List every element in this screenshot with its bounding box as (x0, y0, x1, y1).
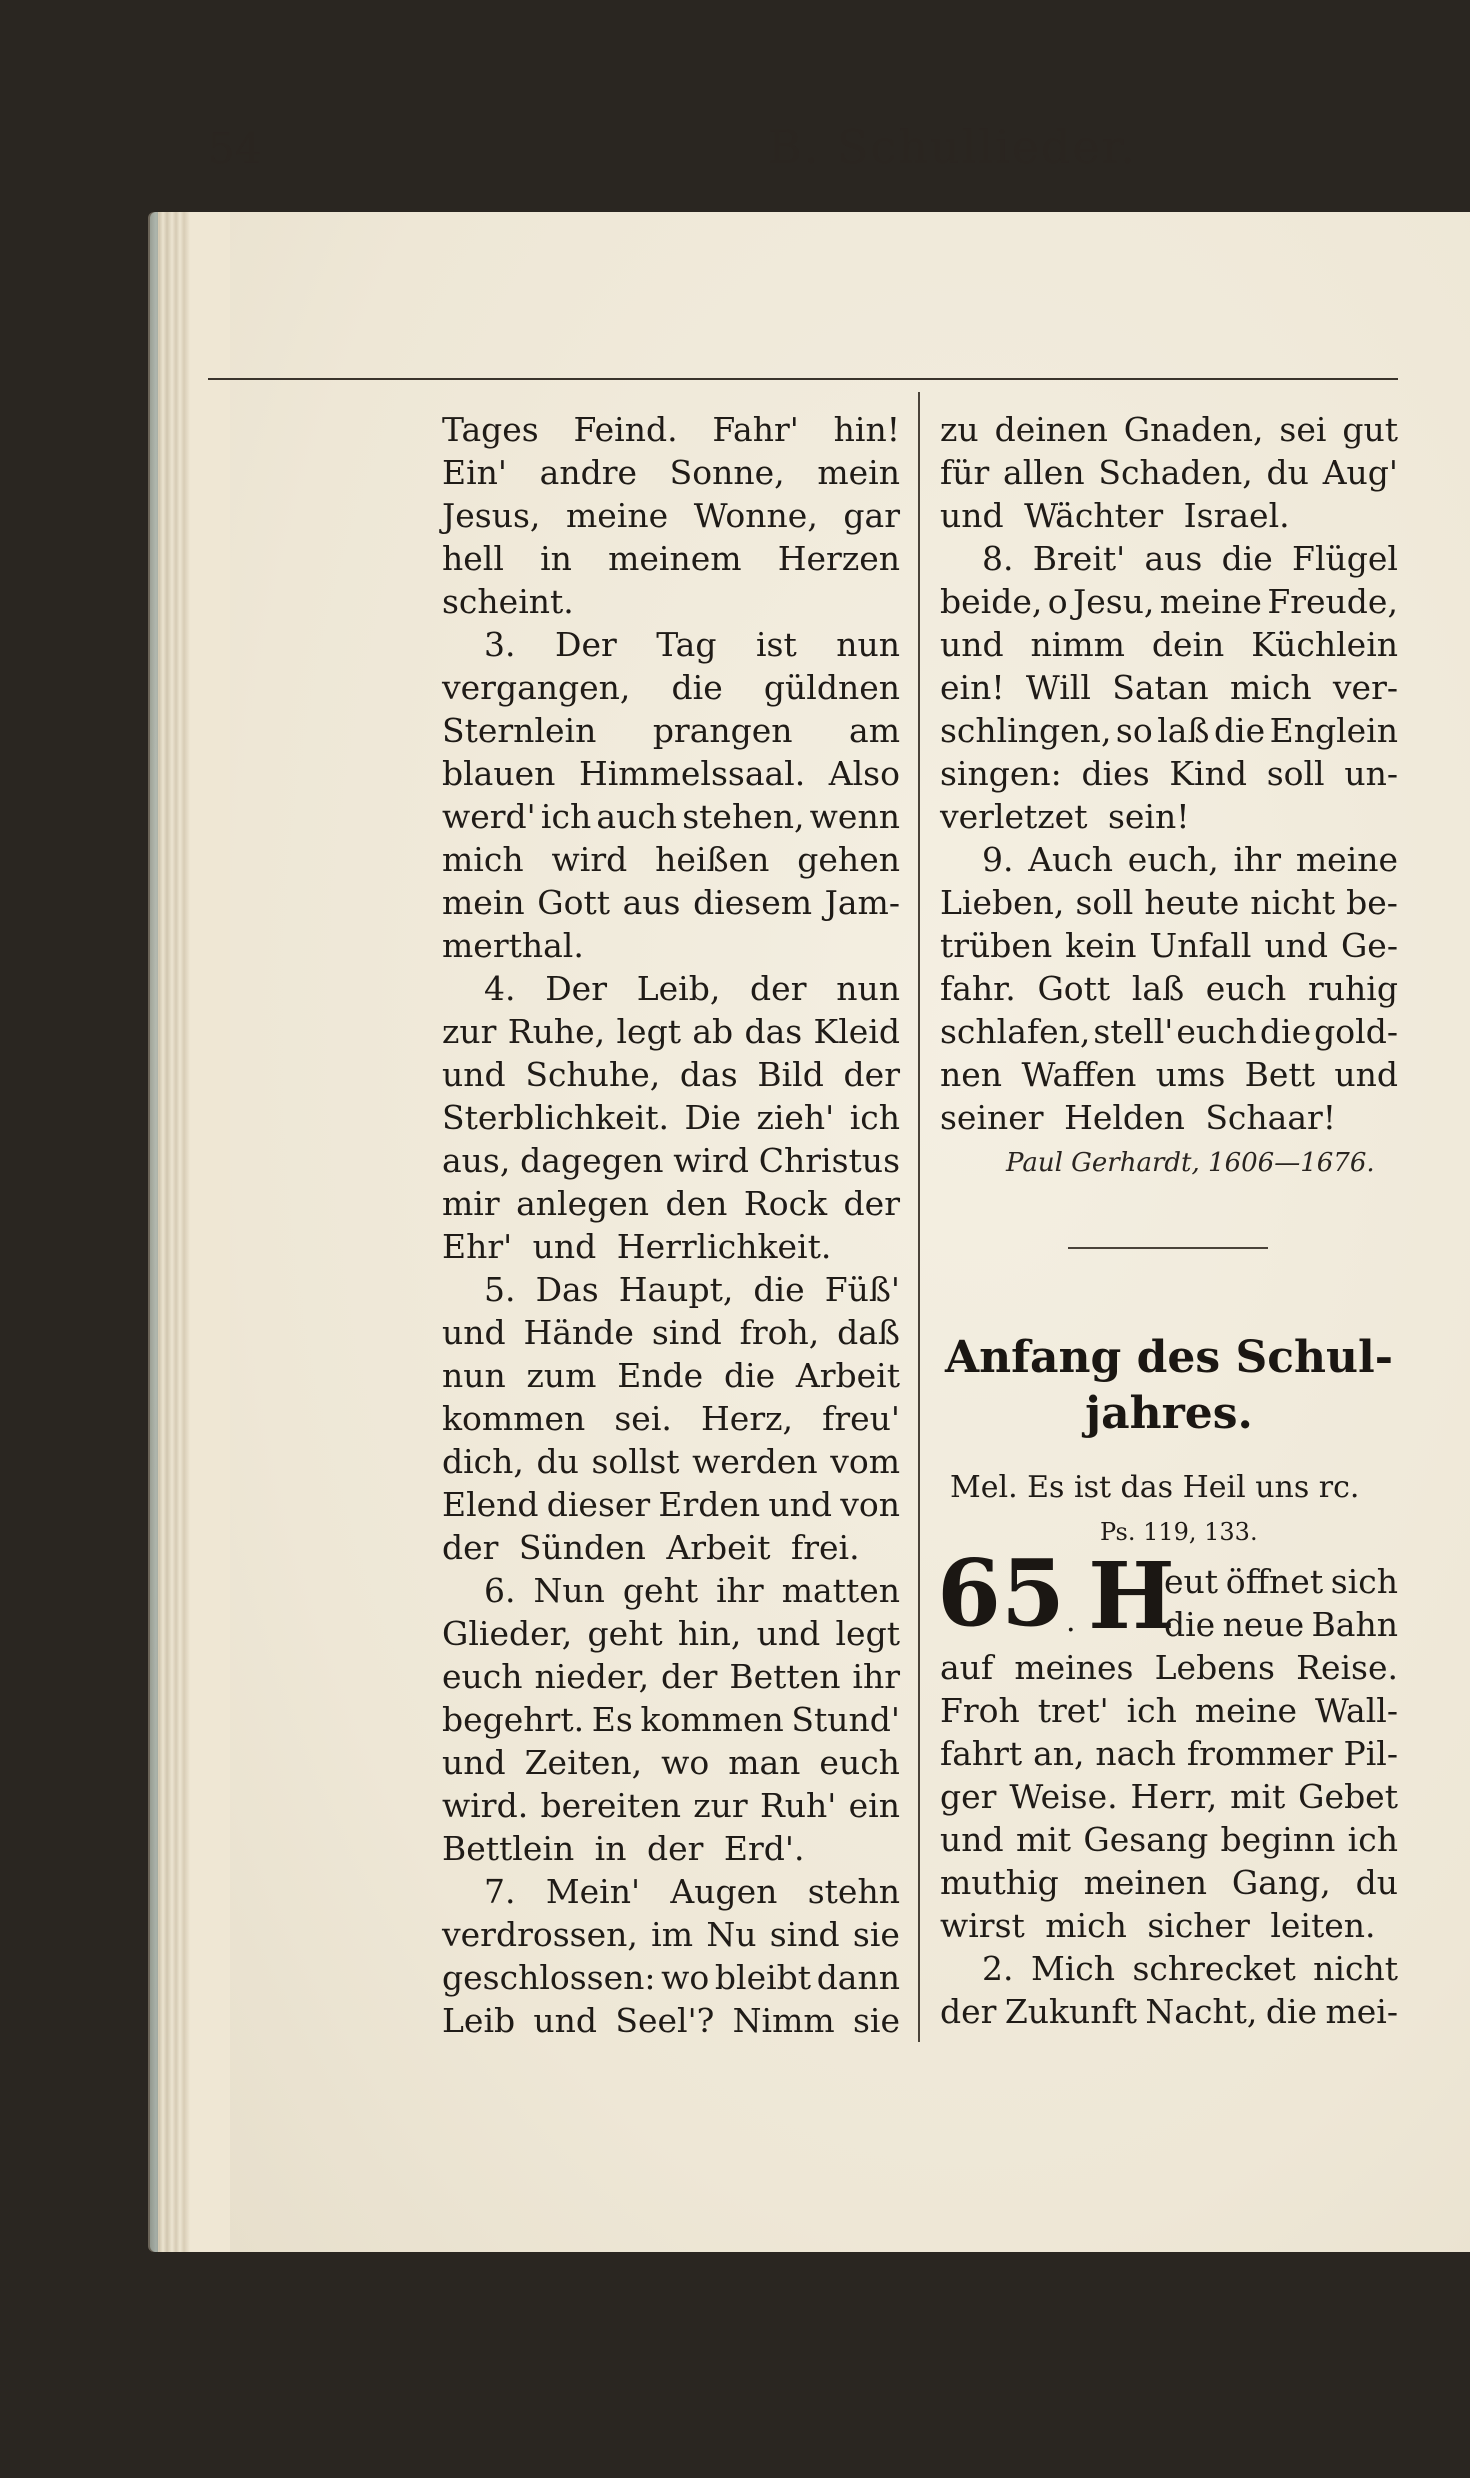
left_column-line: 6. Nun geht ihr matten (484, 1571, 900, 1610)
melody-note: Mel. Es ist das Heil uns rc. (950, 1470, 1360, 1505)
next_hymn.lines-line: auf meines Lebens Reise. (940, 1648, 1398, 1687)
right_column-line: zu deinen Gnaden, sei gut (940, 410, 1398, 449)
left_column-line: und Hände sind froh, daß (442, 1313, 900, 1352)
hymn-title (940, 1330, 1398, 1442)
hymn-author: Paul Gerhardt, 1606—1676. (1006, 1148, 1375, 1178)
left_column-line: Sterblichkeit. Die zieh' ich (442, 1098, 900, 1137)
page-number: 54 (208, 124, 262, 173)
left_column-line: Glieder, geht hin, und legt (442, 1614, 900, 1653)
hymn-65-text (940, 1560, 1398, 2033)
right_column-line: ein! Will Satan mich ver- (940, 668, 1398, 707)
hymn-title-line-1: Anfang des Schul- (944, 1332, 1393, 1383)
psalm-reference: Ps. 119, 133. (1100, 1518, 1258, 1546)
left_column-line: verdrossen, im Nu sind sie (442, 1915, 900, 1954)
right_column-line: und Wächter Israel. (940, 496, 1290, 535)
left-text-column (442, 408, 900, 2042)
right_column-line: beide, o Jesu, meine Freude, (940, 582, 1398, 621)
left_column-line: Ein' andre Sonne, mein (442, 453, 900, 492)
right_column-line: schlafen, stell' euch die gold- (940, 1012, 1398, 1051)
left_column-line: geschlossen: wo bleibt dann (442, 1958, 900, 1997)
right_column-line: 8. Breit' aus die Flügel (982, 539, 1398, 578)
right_column-line: verletzet sein! (940, 797, 1190, 836)
next_hymn.lines-line: Froh tret' ich meine Wall- (940, 1691, 1398, 1730)
left_column-line: und Schuhe, das Bild der (442, 1055, 900, 1094)
left_column-line: begehrt. Es kommen Stund' (442, 1700, 900, 1739)
next_hymn.lines-line: und mit Gesang beginn ich (940, 1820, 1398, 1859)
left_column-line: Bettlein in der Erd'. (442, 1829, 805, 1868)
right_column-line: Lieben, soll heute nicht be- (940, 883, 1398, 922)
left_column-line: 5. Das Haupt, die Füß' (484, 1270, 900, 1309)
right_column-line: seiner Helden Schaar! (940, 1098, 1337, 1137)
left_column-line: hell in meinem Herzen (442, 539, 900, 578)
left_column-line: Sternlein prangen am (442, 711, 900, 750)
right_column-line: singen: dies Kind soll un- (940, 754, 1398, 793)
left_column-line: Ehr' und Herrlichkeit. (442, 1227, 832, 1266)
left_column-line: aus, dagegen wird Christus (442, 1141, 900, 1180)
next_hymn.lines-line: ger Weise. Herr, mit Gebet (940, 1777, 1398, 1816)
right_column-line: und nimm dein Küchlein (940, 625, 1398, 664)
left_column-line: blauen Himmelssaal. Also (442, 754, 900, 793)
left_column-line: merthal. (442, 926, 584, 965)
left_column-line: 4. Der Leib, der nun (484, 969, 900, 1008)
running-head: B. Schullieder. (768, 120, 1138, 174)
right_column-line: für allen Schaden, du Aug' (940, 453, 1398, 492)
left_column-line: nun zum Ende die Arbeit (442, 1356, 900, 1395)
next_hymn.lines-line: die neue Bahn (1164, 1605, 1398, 1644)
right-text-column (940, 408, 1398, 1139)
right_column-line: trüben kein Unfall und Ge- (940, 926, 1398, 965)
next_hymn.lines-line: fahrt an, nach frommer Pil- (940, 1734, 1398, 1773)
left_column-line: und Zeiten, wo man euch (442, 1743, 900, 1782)
next_hymn.lines-line: der Zukunft Nacht, die mei- (940, 1992, 1398, 2031)
left_column-line: Jesus, meine Wonne, gar (442, 496, 900, 535)
left_column-line: Tages Feind. Fahr' hin! (442, 410, 900, 449)
drop-cap: H (1088, 1542, 1175, 1650)
left_column-line: werd' ich auch stehen, wenn (442, 797, 900, 836)
section-separator (1068, 1247, 1268, 1249)
left_column-line: wird. bereiten zur Ruh' ein (442, 1786, 900, 1825)
hymn-number: 65 (937, 1539, 1066, 1647)
left_column-line: scheint. (442, 582, 574, 621)
left_column-line: mein Gott aus diesem Jam- (442, 883, 900, 922)
left_column-line: mich wird heißen gehen (442, 840, 900, 879)
left_column-line: Leib und Seel'? Nimm sie (442, 2001, 900, 2040)
next_hymn.lines-line: eut öffnet sich (1164, 1562, 1398, 1601)
next_hymn.lines-line: 2. Mich schrecket nicht (982, 1949, 1398, 1988)
left_column-line: dich, du sollst werden vom (442, 1442, 900, 1481)
next_hymn.lines-line: wirst mich sicher leiten. (940, 1906, 1376, 1945)
left_column-line: der Sünden Arbeit frei. (442, 1528, 860, 1567)
hymn-number-suffix: . (1066, 1604, 1076, 1639)
left_column-line: euch nieder, der Betten ihr (442, 1657, 900, 1696)
left_column-line: kommen sei. Herz, freu' (442, 1399, 900, 1438)
left_column-line: mir anlegen den Rock der (442, 1184, 900, 1223)
left_column-line: 3. Der Tag ist nun (484, 625, 900, 664)
left_column-line: 7. Mein' Augen stehn (484, 1872, 900, 1911)
right_column-line: nen Waffen ums Bett und (940, 1055, 1398, 1094)
right_column-line: fahr. Gott laß euch ruhig (940, 969, 1398, 1008)
left_column-line: zur Ruhe, legt ab das Kleid (442, 1012, 900, 1051)
right_column-line: 9. Auch euch, ihr meine (982, 840, 1398, 879)
header-rule (208, 378, 1398, 380)
right_column-line: schlingen, so laß die Englein (940, 711, 1398, 750)
next_hymn.lines-line: muthig meinen Gang, du (940, 1863, 1398, 1902)
page-header (208, 118, 1398, 188)
column-divider (918, 392, 920, 2042)
left_column-line: Elend dieser Erden und von (442, 1485, 900, 1524)
left_column-line: vergangen, die güldnen (442, 668, 900, 707)
hymn-title-line-2: jahres. (1085, 1388, 1253, 1439)
